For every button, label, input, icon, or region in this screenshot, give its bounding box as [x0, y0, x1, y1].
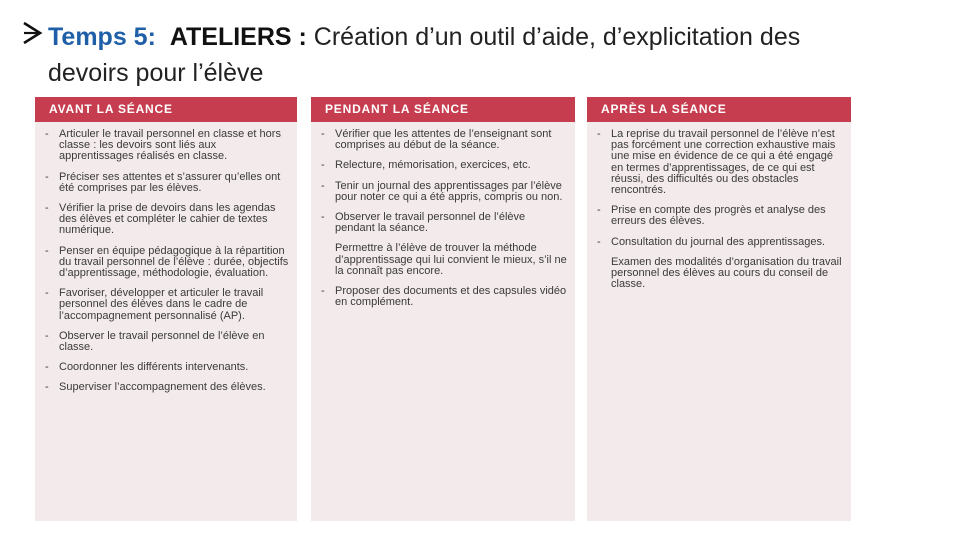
title-rest: Création d’un outil d’aide, d’explicitation des	[306, 23, 801, 51]
list-item: - Observer le travail personnel de l’élève pendant la séance.	[321, 211, 526, 235]
title-line-1	[48, 20, 800, 54]
list-item: - Coordonner les différents intervenants.	[45, 361, 249, 374]
title-prefix: Temps 5:	[48, 23, 156, 51]
list-item: - Vérifier que les attentes de l’enseignant sont comprises au début de la séance.	[321, 128, 552, 152]
list-item: - Proposer des documents et des capsules vidéo en complément.	[321, 285, 567, 309]
column-pendant	[311, 97, 575, 521]
list-item: - Relecture, mémorisation, exercices, etc.	[321, 159, 531, 172]
list-item: - Penser en équipe pédagogique à la répartition du travail personnel de l’élève : durée, objectifs d’apprentissage, méthodologie, évaluation.	[45, 244, 289, 280]
column-avant	[35, 97, 297, 521]
list-item: - Favoriser, développer et articuler le travail personnel des élèves dans le cadre de l’accompagnement personnalisé (AP).	[45, 287, 264, 322]
list-item: - Préciser ses attentes et s’assurer qu’elles ont été comprises par les élèves.	[45, 170, 281, 194]
list-item: Permettre à l’élève de trouver la méthode d’apprentissage qui lui convient le mieux, s’il ne la connaît pas encore.	[335, 242, 567, 277]
column-list-avant	[35, 122, 297, 394]
column-apres	[587, 97, 851, 521]
list-item: - Vérifier la prise de devoirs dans les agendas des élèves et compléter le cahier de textes numérique.	[45, 202, 276, 237]
list-item: - Prise en compte des progrès et analyse des erreurs des élèves.	[597, 204, 826, 228]
list-item: - La reprise du travail personnel de l’élève n’est pas forcément une correction exhaustive mais une mise en évidence de ce qui a été engagé en termes d’apprentissages, de ce qui est réussi, des difficultés ou des obstacles rencontrés.	[597, 128, 836, 197]
list-item: Examen des modalités d’organisation du travail personnel des élèves au cours du conseil de classe.	[611, 255, 842, 291]
list-item: - Articuler le travail personnel en classe et hors classe : les devoirs sont liés aux apprentissages réalisés en classe.	[45, 128, 281, 163]
column-list-apres	[587, 122, 851, 290]
list-item: - Consultation du journal des apprentissages.	[597, 235, 826, 248]
list-item: - Superviser l’accompagnement des élèves.	[45, 381, 266, 394]
arrow-bullet-icon	[22, 20, 46, 55]
column-header-apres: APRÈS LA SÉANCE	[587, 97, 851, 122]
title-line-2: devoirs pour l’élève	[48, 59, 264, 87]
column-header-avant: AVANT LA SÉANCE	[35, 97, 297, 122]
column-list-pendant	[311, 122, 575, 308]
title-strong: ATELIERS :	[169, 23, 307, 51]
list-item: - Tenir un journal des apprentissages par l’élève pour noter ce qui a été appris, compris ou non.	[321, 179, 563, 203]
column-header-pendant: PENDANT LA SÉANCE	[311, 97, 575, 122]
list-item: - Observer le travail personnel de l’élève en classe.	[45, 329, 265, 354]
